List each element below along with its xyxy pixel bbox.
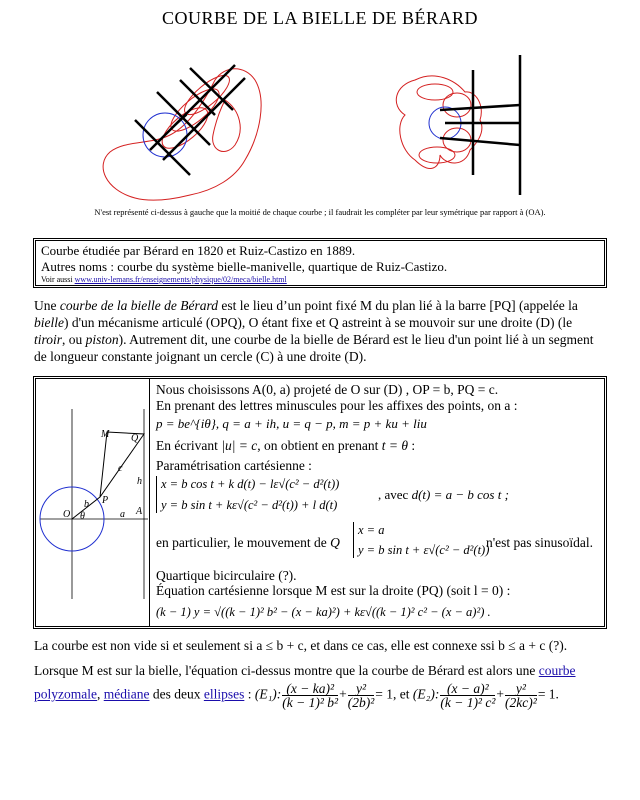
conclusion-1: La courbe est non vide si et seulement si a ≤ b + c, et dans ce cas, elle est connexe ssi b ≤ a + c (?). [34,638,568,653]
label-h: h [137,476,142,487]
main-box [33,376,607,629]
e1-d1: (k − 1)² b² [282,695,339,710]
label-b: b [84,499,89,510]
intro-paragraph [34,297,606,365]
link-courbe-polyzomale[interactable]: courbe polyzomale [34,663,576,702]
main-text [156,382,602,626]
dt-def: d(t) = a − b cos t ; [411,487,509,502]
mechanism-figure-cell [36,379,150,626]
info-line-2: Autres noms : courbe du système bielle-manivelle, quartique de Ruiz-Castizo. [41,259,448,274]
mechanism-diagram [36,379,149,626]
page-title: COURBE DE LA BIELLE DE BÉRARD [162,8,478,28]
curve-lobe-1 [443,93,471,117]
l3b: |u| = c [221,438,258,453]
q-system [353,522,489,558]
link-ellipses[interactable]: ellipses [203,686,245,702]
c2-t1: Lorsque M est sur la bielle, l'équation ci-dessus montre que la courbe de Bérard est alors une [34,663,539,678]
main-line-4: Paramétrisation cartésienne : [156,458,312,473]
e2-n2: y² [505,682,537,696]
intro-tiroir: tiroir [34,332,63,347]
intro-text-3: ) d'un mécanisme articulé (OPQ), O étant fixe et Q astreint à se mouvoir sur une droite (D) (le [64,315,573,330]
param-x: x = b cos t + k d(t) − lε√(c² − d²(t)) [161,477,340,491]
source-line [41,275,599,285]
figure-left [95,40,275,205]
param-system [156,476,339,513]
e2-frac1 [440,682,495,709]
intro-text-2: est le lieu d’un point fixé M du plan lié à la barre [PQ] (appelée la [217,298,578,313]
intro-text-1: Une [34,298,60,313]
intro-text-5: ). Autrement dit, une courbe de la bielle de Bérard est le lieu d'un point lié à un segment de longueur constante joignant un cercle (C) à une droite (D). [34,332,594,364]
e1-n2: y² [348,682,375,696]
intro-bielle: bielle [34,315,64,330]
e1-frac1 [282,682,338,709]
label-c: c [118,463,123,474]
main-line-6: Quartique bicirculaire (?). [156,568,297,583]
e2-d2: (2kc)² [505,695,537,710]
source-link[interactable]: www.univ-lemans.fr/enseignements/physique/02/meca/bielle.html [74,275,287,284]
label-M: M [101,429,110,440]
intro-term: courbe de la bielle de Bérard [59,298,218,313]
link-mediane[interactable]: médiane [103,686,150,702]
label-A: A [136,506,143,517]
info-box [33,238,607,288]
main-line-3 [156,438,415,454]
equation-affixes: p = be^{iθ}, q = a + ih, u = q − p, m = p + ku + liu [156,416,427,431]
e1-frac2 [348,682,375,709]
e1-d2: (2b)² [347,695,375,710]
intro-text-4: , ou [62,332,86,347]
q-x: x = a [358,523,385,537]
label-a: a [120,509,125,520]
eq-one: = 1, et [375,686,410,702]
l3e: : [407,438,416,453]
intro-piston: piston [85,332,119,347]
main-line-5: en particulier, le mouvement de Q [156,535,340,550]
end: = 1. [537,686,559,702]
param-y: y = b sin t + kε√(c² − d²(t)) + l d(t) [161,498,338,512]
main-line-1: Nous choisissons A(0, a) projeté de O sur (D) , OP = b, PQ = c. [156,382,499,397]
curve-lobe-3 [417,84,453,100]
l3c: , on obtient en prenant [257,438,382,453]
l5-end: n'est pas sinusoïdal. [486,535,594,550]
c2-t2: des deux [149,686,204,702]
l3a: En écrivant [156,438,222,453]
source-label: Voir aussi [41,275,75,284]
c2-t3: : [244,686,255,702]
label-Q: Q [131,433,139,444]
param-avec [378,487,509,503]
label-theta: θ [80,511,85,522]
e1-label: (E₁): [254,686,282,702]
e2-label: (E₂): [412,686,440,702]
conclusion-2: Lorsque M est sur la bielle, l'équation ci-dessus montre que la courbe de Bérard est alors une courbe polyzomale, médiane des deux ellipses : (E₁): $\frac{\text{(x − ka)²}}{\text{(k − 1)² b²}}$ + $\frac{\text{y²}}{\text{(2b)²}}$ = 1, et (E₂): $\frac{\text{(x − a)²}}{\text{(k − 1)² c²}}$ + $\frac{\text{y²}}{\text{(2kc)²}}$ = 1. [34,663,576,710]
equation-cartesian: (k − 1) y = √((k − 1)² b² − (x − ka)²) + kε√((k − 1)² c² − (x − a)²) . [156,605,491,619]
curve-outer [103,69,261,200]
curve-lobe-4 [419,147,455,163]
label-P: P [102,495,109,506]
e2-frac2 [505,682,537,709]
e2-d1: (k − 1)² c² [440,695,496,710]
main-line-7: Équation cartésienne lorsque M est sur la droite (PQ) (soit l = 0) : [156,583,511,598]
e2-n1: (x − a)² [440,682,495,696]
main-line-2: En prenant des lettres minuscules pour les affixes des points, on a : [156,398,518,413]
c2-sep: , [96,686,104,702]
q-y: y = b sin t + ε√(c² − d²(t)) [358,543,490,557]
avec: , avec [378,487,412,502]
l5: en particulier, le mouvement de [156,535,331,550]
e1-n1: (x − ka)² [282,682,338,696]
info-line-1: Courbe étudiée par Bérard en 1820 et Ruiz-Castizo en 1889. [41,243,356,258]
figure-right [385,50,535,200]
label-O: O [63,509,71,520]
figure-caption: N'est représenté ci-dessus à gauche que la moitié de chaque courbe ; il faudrait les compléter par leur symétrique par rapport à (OA). [94,207,546,217]
l3d: t = θ [381,438,408,453]
